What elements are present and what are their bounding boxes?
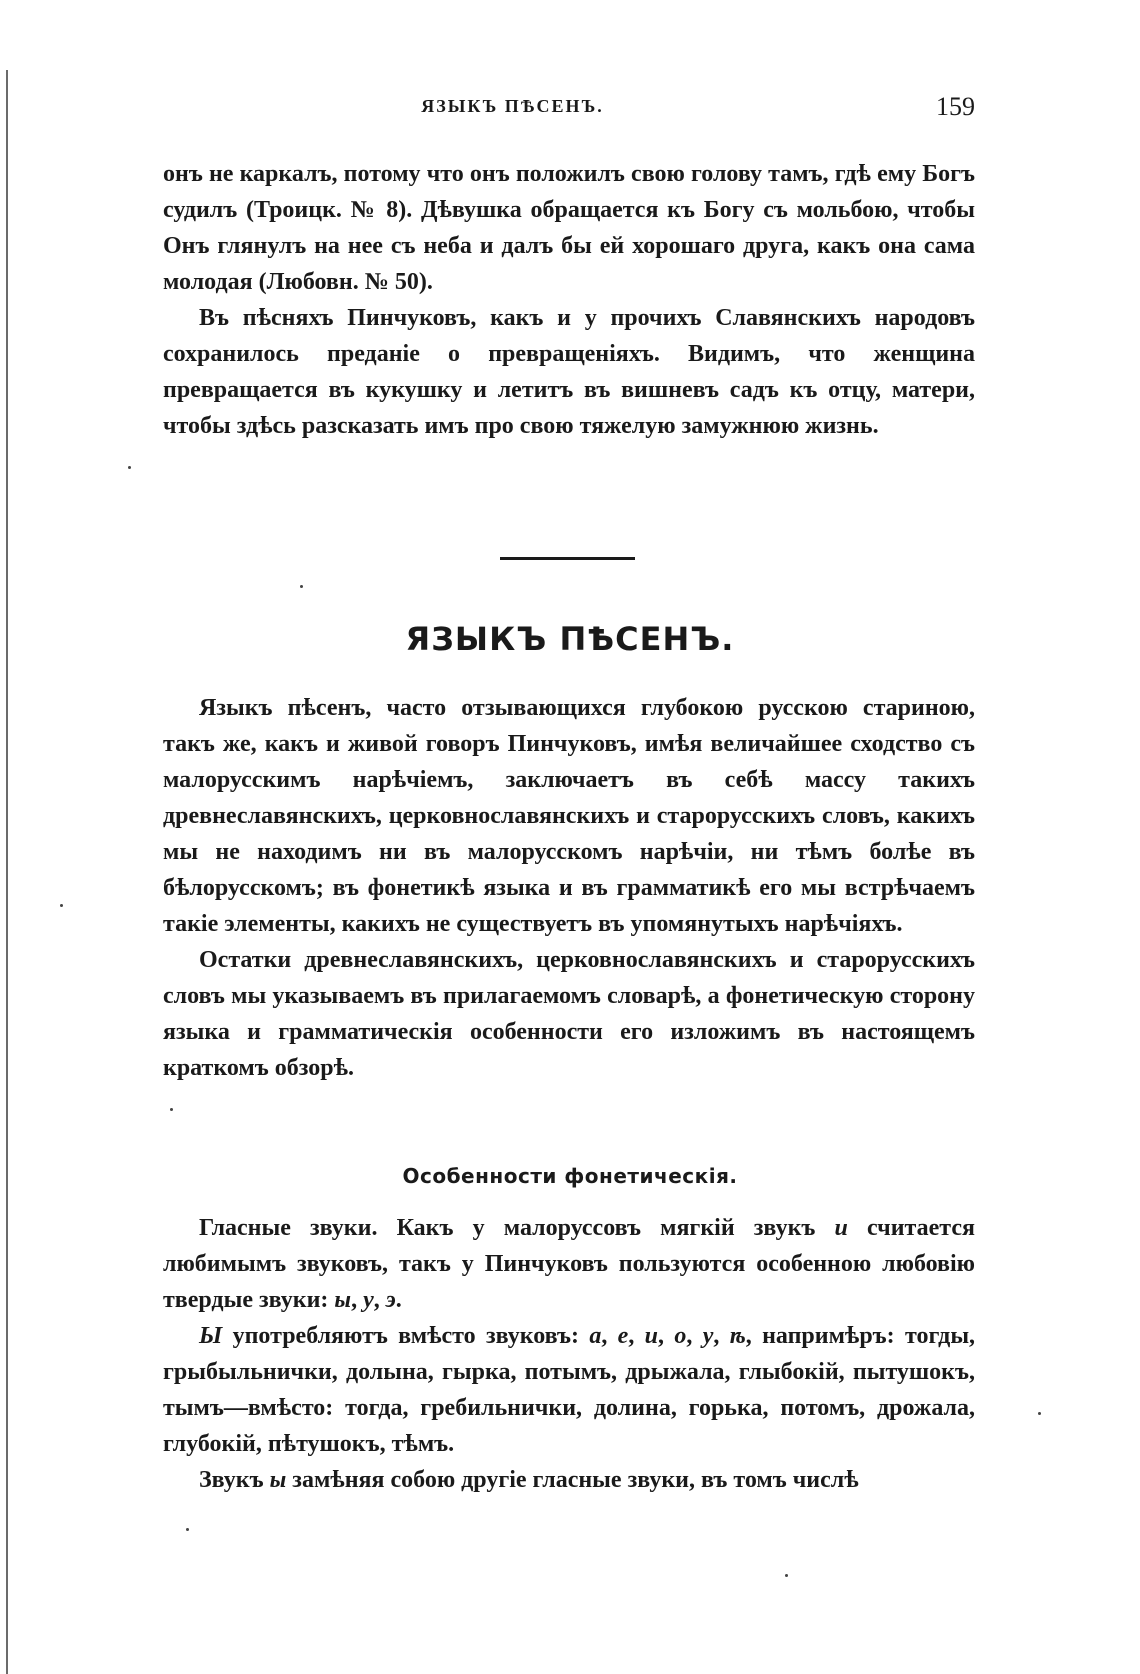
- text-block-section: [163, 690, 975, 1086]
- text-block-phonetics: [163, 1210, 975, 1498]
- print-speck: [60, 904, 63, 907]
- print-speck: [186, 1528, 189, 1531]
- page-number: 159: [936, 92, 975, 121]
- paragraph-continuation: онъ не каркалъ, потому что онъ положилъ свою голову тамъ, гдѣ ему Богъ судилъ (Троицк. № 8). Дѣвушка обращается къ Богу съ мольбою, чтобы Онъ глянулъ на нее съ неба и далъ бы ей хорошаго друга, какъ она сама молодая (Любовн. № 50).: [163, 161, 975, 295]
- paragraph-y-usage: Ы употребляютъ вмѣсто звуковъ: а, е, и, о, у, ѣ, напримѣръ: тогды, грыбыльнички, долына, гырка, потымъ, дрыжала, глыбокій, пытушокъ, тымъ—вмѣсто: тогда, гребильнички, долина, горька, потомъ, дрожала, глубокій, пѣтушокъ, тѣмъ.: [163, 1323, 976, 1457]
- print-speck: [1038, 1412, 1041, 1415]
- print-speck: [785, 1574, 788, 1577]
- paragraph-language-intro: Языкъ пѣсенъ, часто отзывающихся глубокою русскою стариною, такъ же, какъ и живой говоръ Пинчуковъ, имѣя величайшее сходство съ малорусскимъ нарѣчіемъ, заключаетъ въ себѣ массу такихъ древнеславянскихъ, церковнославянскихъ и старорусскихъ словъ, какихъ мы не находимъ ни въ малорусскомъ нарѣчіи, ни тѣмъ болѣе въ бѣлорусскомъ; въ фонетикѣ языка и въ грамматикѣ его мы встрѣчаемъ такіе элементы, какихъ не существуетъ въ упомянутыхъ нарѣчіяхъ.: [163, 695, 975, 937]
- paragraph-vowels: Гласные звуки. Какъ у малоруссовъ мягкій звукъ и считается любимымъ звуковъ, такъ у Пинчуковъ пользуются особенною любовію твердые звуки: ы, у, э.: [163, 1215, 975, 1313]
- paragraph-language-remnants: Остатки древнеславянскихъ, церковнославянскихъ и старорусскихъ словъ мы указываемъ въ прилагаемомъ словарѣ, а фонетическую сторону языка и грамматическія особенности его изложимъ въ настоящемъ краткомъ обзорѣ.: [163, 947, 975, 1081]
- page-edge-line: [6, 70, 8, 1674]
- print-speck: [128, 466, 131, 469]
- running-head: [160, 92, 975, 128]
- text-block-top: [163, 156, 975, 444]
- print-speck: [170, 1108, 173, 1111]
- paragraph-y-sound: Звукъ ы замѣняя собою другіе гласные звуки, въ томъ числѣ: [199, 1467, 859, 1493]
- section-title: ЯЗЫКЪ ПѢСЕНЪ.: [405, 620, 735, 658]
- subsection-title: Особенности фонетическія.: [402, 1164, 738, 1188]
- running-title: ЯЗЫКЪ ПѢСЕНЪ.: [421, 96, 604, 116]
- print-speck: [300, 585, 303, 588]
- paragraph-transformations: Въ пѣсняхъ Пинчуковъ, какъ и у прочихъ Славянскихъ народовъ сохранилось преданіе о превращеніяхъ. Видимъ, что женщина превращается въ кукушку и летитъ въ вишневъ садъ къ отцу, матери, чтобы здѣсь разсказать имъ про свою тяжелую замужнюю жизнь.: [163, 305, 975, 439]
- section-divider: [500, 557, 635, 560]
